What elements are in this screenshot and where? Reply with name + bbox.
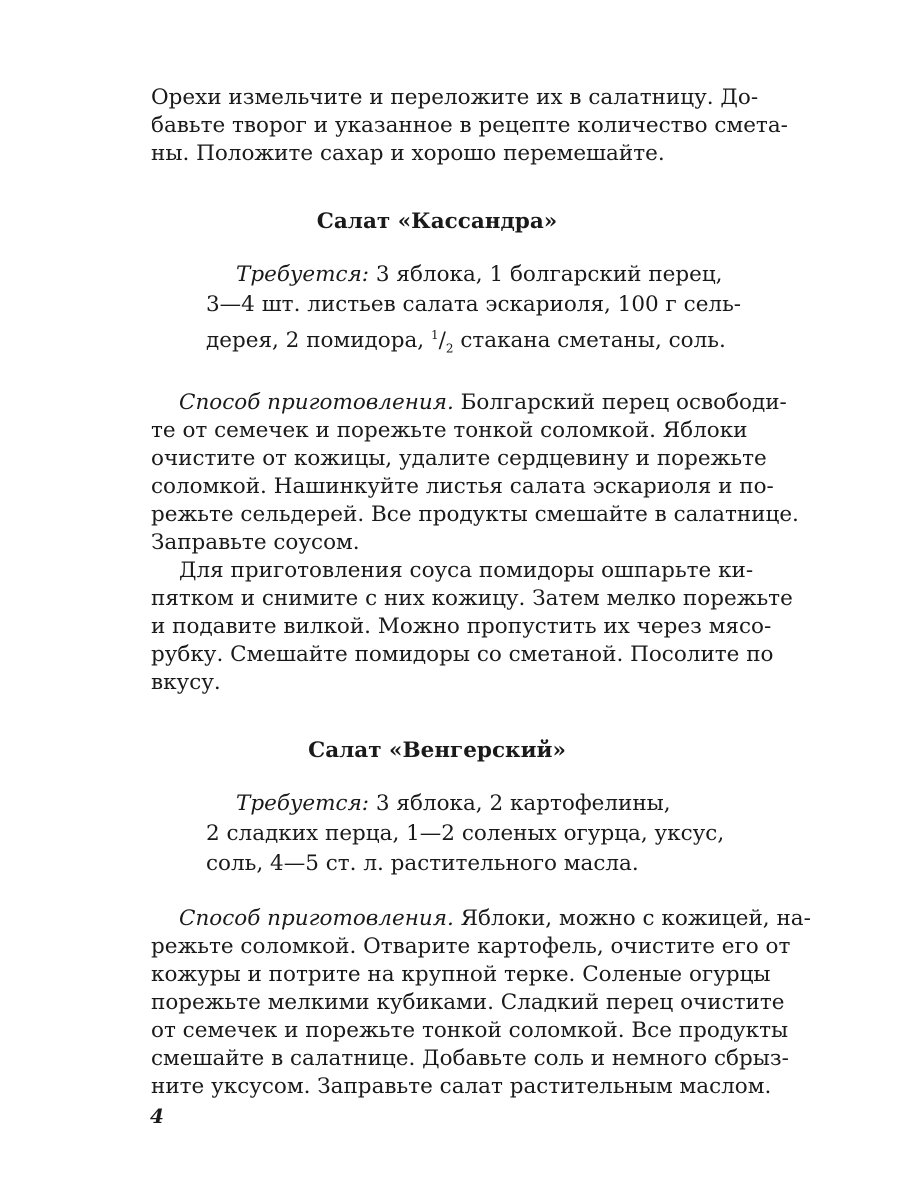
text-line: кожуры и потрите на крупной терке. Соленые огурцы [151,962,771,988]
text-line: Для приготовления соуса помидоры ошпарьте ки- [179,558,754,584]
recipe-title-vengersky: Салат «Венгерский» [308,738,566,764]
text-line: соломкой. Нашинкуйте листья салата эскариоля и по- [151,474,774,500]
ingredients-label: Требуется: [236,791,370,817]
ingredients-line: 3—4 шт. листьев салата эскариоля, 100 г сель- [206,292,742,317]
ingredients-line: дерея, 2 помидора, $^1/_2$ стакана сметаны, соль. [206,328,726,356]
page-content [151,84,811,1101]
text-line: режьте соломкой. Отварите картофель, очистите его от [151,934,791,960]
text-line: смешайте в салатнице. Добавьте соль и немного сбрыз- [151,1046,789,1072]
method-kassandra [151,389,799,557]
text-line: Способ приготовления. Яблоки, можно с кожицей, на- [179,906,811,932]
text-line: очистите от кожицы, удалите сердцевину и порежьте [151,446,767,472]
ingredients-label: Требуется: [236,262,370,287]
page-number: 4 [150,1104,164,1128]
intro-paragraph [151,84,788,168]
text-line: пятком и снимите с них кожицу. Затем мелко порежьте [151,586,793,612]
ingredients-line: соль, 4—5 ст. л. растительного масла. [206,851,639,877]
text-line: рубку. Смешайте помидоры со сметаной. Посолите по [151,642,774,668]
method-label: Способ приготовления. [179,390,454,416]
sauce-kassandra [151,557,793,697]
text-line: порежьте мелкими кубиками. Сладкий перец очистите [151,990,785,1016]
recipe-title-kassandra: Салат «Кассандра» [316,209,558,234]
method-vengersky [151,905,811,1101]
text-line: Заправьте соусом. [151,530,360,556]
method-label: Способ приготовления. [179,906,454,932]
fraction-half: $^1/_2$ [430,328,454,356]
text-line: ните уксусом. Заправьте салат растительным маслом. [151,1074,772,1100]
text-line: режьте сельдерей. Все продукты смешайте в салатнице. [151,502,799,528]
text-line: вкусу. [151,670,221,696]
text-line: от семечек и порежьте тонкой соломкой. Все продукты [151,1018,789,1044]
ingredients-line: Требуется: 3 яблока, 2 картофелины, [236,791,671,817]
text-line: и подавите вилкой. Можно пропустить их через мясо- [151,614,772,640]
ingredients-line: 2 сладких перца, 1—2 соленых огурца, уксус, [206,821,725,847]
ingredients-line: Требуется: 3 яблока, 1 болгарский перец, [236,262,723,287]
ingredients-kassandra [206,260,742,363]
text-line: бавьте творог и указанное в рецепте количество смета- [151,113,788,138]
text-line: те от семечек и порежьте тонкой соломкой. Яблоки [151,418,748,444]
text-line: Орехи измельчите и переложите их в салатницу. До- [151,85,759,110]
ingredients-vengersky [206,789,725,879]
text-line: ны. Положите сахар и хорошо перемешайте. [151,141,665,166]
text-line: Способ приготовления. Болгарский перец освободи- [179,390,787,416]
